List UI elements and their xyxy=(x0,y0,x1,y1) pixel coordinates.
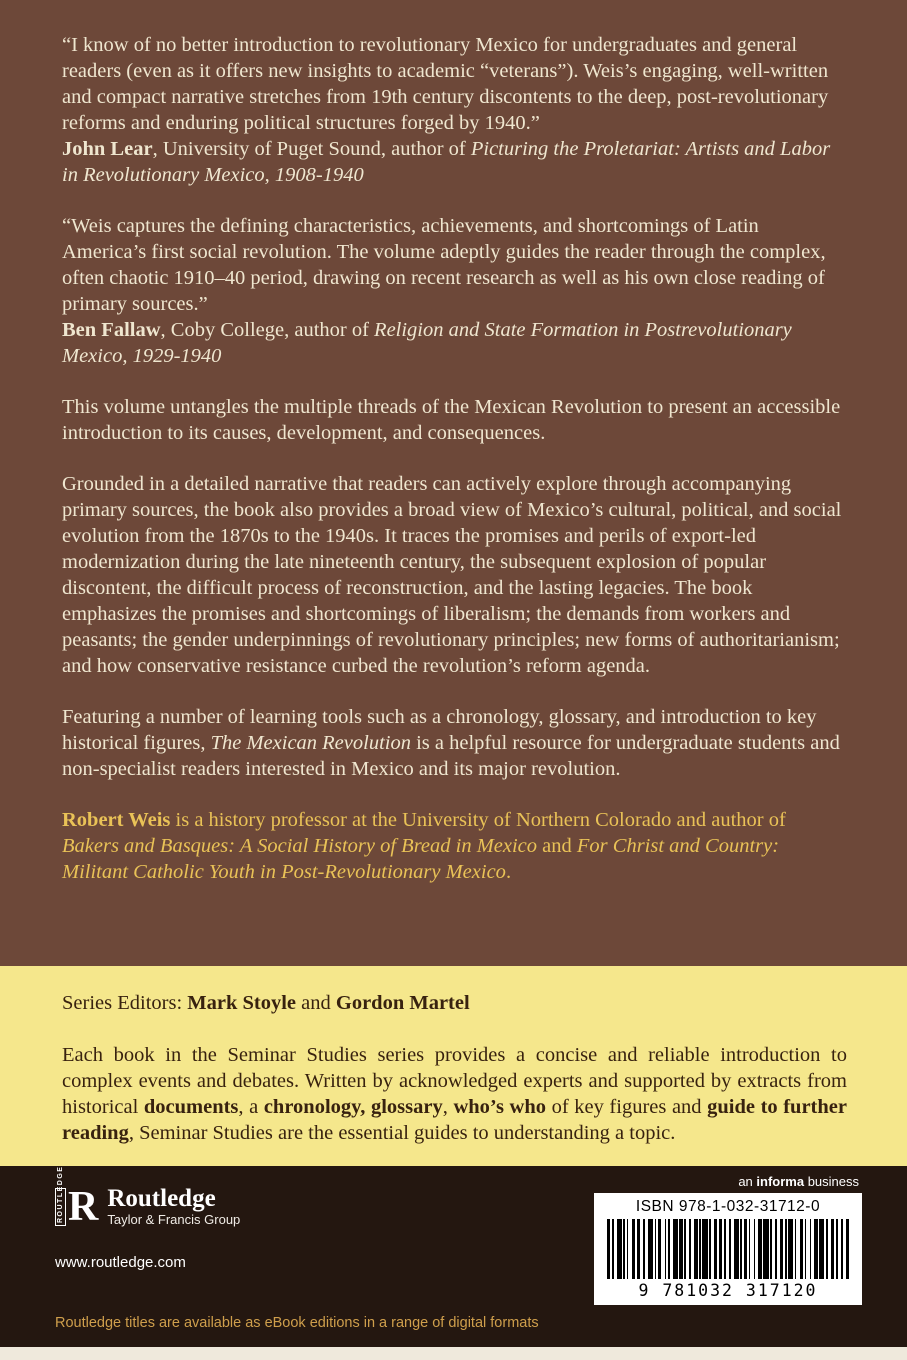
bio-text-1: is a history professor at the University of Northern Colorado and author of xyxy=(170,809,786,831)
quote-1-affiliation: , University of Puget Sound, author of xyxy=(152,138,471,160)
series-desc-text-1: Each book in the Seminar Studies series provides a concise and reliable introduction to complex events and debates. Written by acknowledged experts and supported by extracts from historical xyxy=(62,1044,847,1118)
series-desc-text-5: , Seminar Studies are the essential guides to understanding a topic. xyxy=(128,1122,676,1144)
publisher-brand-text xyxy=(107,1186,240,1228)
page-bottom-edge xyxy=(0,1347,907,1360)
quote-1-text: “I know of no better introduction to revolutionary Mexico for undergraduates and general readers (even as it offers new insights to academic “veterans”). Weis’s engaging, well-written and compact narrative stretches from 19th century discontents to the deep, post-revolutionary reforms and enduring political structures forged by 1940.” xyxy=(62,34,829,134)
publisher-name: Routledge xyxy=(107,1185,216,1212)
barcode xyxy=(606,1219,850,1279)
series-editors-line xyxy=(62,990,847,1016)
bio-work-1: Bakers and Basques: A Social History of Bread in Mexico xyxy=(62,835,538,857)
description-paragraph-1: This volume untangles the multiple threads of the Mexican Revolution to present an accessible introduction to its causes, development, and consequences. xyxy=(62,396,841,444)
series-description xyxy=(62,1042,847,1146)
routledge-logo-vertical-text: ROUTLEDGE xyxy=(55,1188,66,1226)
quote-1-work-title: Picturing the Proletariat: Artists and Labor in Revolutionary Mexico, 1908-1940 xyxy=(62,138,831,186)
author-name: Robert Weis xyxy=(62,809,171,831)
routledge-logo-block xyxy=(55,1165,241,1230)
series-editors-conjunction: and xyxy=(296,992,336,1014)
series-desc-bold-further-reading: guide to further reading xyxy=(62,1096,847,1144)
author-bio xyxy=(62,807,847,885)
publisher-footer xyxy=(0,1166,907,1347)
bio-text-3: . xyxy=(505,861,512,883)
informa-business-label xyxy=(738,1174,859,1189)
series-desc-text-2: , a xyxy=(238,1096,264,1118)
series-editor-2: Gordon Martel xyxy=(335,992,470,1014)
description-paragraph-3 xyxy=(62,704,847,782)
series-info-band xyxy=(0,966,907,1166)
description-p3-pre: Featuring a number of learning tools such as a chronology, glossary, and introduction to key historical figures, xyxy=(62,706,817,754)
description-paragraph-2: Grounded in a detailed narrative that readers can actively explore through accompanying primary sources, the book also provides a broad view of Mexico’s cultural, political, and social evolution from the 1870s to the 1940s. It traces the promises and perils of export-led modernization during the late nineteenth century, the subsequent explosion of popular discontent, the difficult process of reconstruction, and the lasting legacies. The book emphasizes the promises and shortcomings of liberalism; the demands from workers and peasants; the gender underpinnings of revolutionary principles; new forms of authoritarianism; and how conservative resistance curbed the revolution’s reform agenda. xyxy=(62,473,842,677)
quote-1-author: John Lear xyxy=(62,138,153,160)
informa-bold: informa xyxy=(756,1174,805,1189)
bio-text-2: and xyxy=(537,835,577,857)
bio-work-2: For Christ and Country: Militant Catholic Youth in Post-Revolutionary Mexico xyxy=(62,835,780,883)
quote-1-attribution xyxy=(62,136,847,188)
quote-2-text: “Weis captures the defining characteristics, achievements, and shortcomings of Latin America’s first social revolution. The volume adeptly guides the reader through the complex, often chaotic 1910–40 period, drawing on recent research as well as his own close reading of primary sources.” xyxy=(62,215,826,315)
publisher-url: www.routledge.com xyxy=(55,1254,186,1271)
quote-2-affiliation: , Coby College, author of xyxy=(160,319,375,341)
series-desc-bold-whos-who: who’s who xyxy=(453,1096,546,1118)
quote-2-attribution xyxy=(62,317,847,369)
series-desc-bold-chronology-glossary: chronology, glossary xyxy=(263,1096,443,1118)
description-p3-post: is a helpful resource for undergraduate students and non-specialist readers interested in Mexico and its major revolution. xyxy=(62,732,840,780)
routledge-logo-icon xyxy=(55,1165,99,1230)
isbn-label: ISBN 978-1-032-31712-0 xyxy=(635,1198,821,1215)
informa-post: business xyxy=(804,1174,859,1189)
series-editor-1: Mark Stoyle xyxy=(187,992,297,1014)
publisher-tagline: Taylor & Francis Group xyxy=(107,1212,241,1227)
barcode-digits: 9 781032 317120 xyxy=(638,1281,818,1300)
ebook-availability-note: Routledge titles are available as eBook editions in a range of digital formats xyxy=(55,1315,539,1331)
series-editors-label: Series Editors: xyxy=(62,992,188,1014)
informa-pre: an xyxy=(738,1174,757,1189)
isbn-barcode-box xyxy=(594,1193,862,1305)
book-title: The Mexican Revolution xyxy=(210,732,411,754)
series-desc-text-3: , xyxy=(442,1096,454,1118)
quote-2-work-title: Religion and State Formation in Postrevolutionary Mexico, 1929-1940 xyxy=(62,319,792,367)
quote-2-author: Ben Fallaw xyxy=(62,319,161,341)
routledge-logo-r: R xyxy=(68,1184,99,1230)
series-desc-text-4: of key figures and xyxy=(546,1096,708,1118)
series-desc-bold-documents: documents xyxy=(143,1096,239,1118)
